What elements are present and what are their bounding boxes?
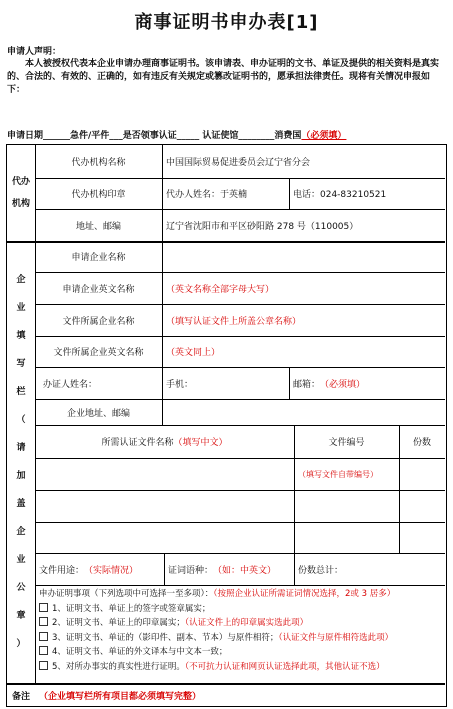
email-label: 邮箱：	[293, 379, 321, 390]
total-copies-field[interactable]: 份数总计：	[298, 565, 344, 576]
company-name-label: 申请企业名称	[71, 253, 126, 263]
page-title: 商事证明书申办表[1]	[134, 12, 319, 33]
option-4[interactable]: 4、证明文书、单证的外文译本与中文本一致；	[39, 645, 442, 660]
checkbox[interactable]	[39, 632, 48, 641]
company-en-name-field[interactable]: （英文名称全部字母大写）	[166, 284, 275, 295]
handler-name-label[interactable]: 办证人姓名：	[43, 379, 98, 390]
declaration-body: 本人被授权代表本企业申请办理商事证明书。该申请表、申办证明的文书、单证及提供的相关资料是真实的、合法的、有效的、正确的，如有违反有关规定或篡改证明书的，愿承担法律责任。现将有关情况申报如下：	[7, 59, 440, 95]
application-form	[6, 144, 447, 707]
option-1[interactable]: 1、证明文书、单证上的签字或签章属实；	[39, 602, 442, 617]
doc-row-number[interactable]: （填写文件自带编号）	[298, 469, 378, 479]
doc-company-field[interactable]: （填写认证文件上所盖公章名称）	[166, 316, 302, 327]
doc-company-label: 文件所属企业名称	[62, 316, 135, 327]
email-field[interactable]	[289, 367, 445, 399]
company-address-field[interactable]	[162, 399, 445, 425]
enterprise-section-label: 企 业 填 写 栏 （ 请 加 盖 企 业 公 章 ）	[16, 275, 26, 649]
doc-company-en-field[interactable]: （英文同上）	[166, 348, 221, 358]
doc-row-name[interactable]	[35, 490, 294, 522]
option-2[interactable]: 2、证明文书、单证上的印章属实；（认证文件上的印章属实选此项）	[39, 616, 442, 631]
company-name-field[interactable]	[162, 241, 445, 272]
doc-number-header: 文件编号	[328, 438, 365, 448]
doc-company-en-label: 文件所属企业英文名称	[53, 348, 144, 358]
remark-hint: （企业填写栏所有项目都必须填写完整）	[39, 692, 202, 702]
checkbox[interactable]	[39, 617, 48, 626]
checkbox[interactable]	[39, 603, 48, 612]
doc-row-copies[interactable]	[399, 458, 445, 490]
remark-row	[7, 685, 445, 706]
agency-phone: 电话：024-83210521	[293, 190, 387, 200]
required-hint: （必须填）	[301, 131, 347, 141]
agency-address-label: 地址、邮编	[75, 221, 121, 232]
option-3[interactable]: 3、证明文书、单证的（影印件、副本、节本）与原件相符；（认证文件与原件相符选此项）	[39, 631, 442, 646]
doc-row-number[interactable]	[294, 490, 399, 522]
doc-copies-header: 份数	[412, 438, 431, 448]
apply-info-row	[7, 128, 447, 141]
agency-address-value: 辽宁省沈阳市和平区砂阳路 278 号（110005）	[166, 221, 359, 232]
agency-name-value: 中国国际贸易促进委员会辽宁省分会	[166, 158, 311, 168]
doc-name-header: 所需认证文件名称 （填写中文）	[101, 438, 228, 448]
apply-date-line[interactable]: 申请日期______急件/平件___是否领事认证_____ 认证使馆________消费国	[7, 131, 302, 141]
email-required-hint: （必须填）	[320, 379, 366, 390]
mobile-label[interactable]: 手机：	[166, 379, 194, 390]
remark-label: 备注	[11, 692, 30, 702]
agency-section-label: 代办机构	[11, 177, 30, 209]
agency-seal-label: 代办机构印章	[71, 190, 126, 200]
doc-row-name[interactable]	[35, 458, 294, 490]
option-5[interactable]: 5、对所办事实的真实性进行证明。（不可抗力认证和网页认证选择此项，其他认证不选）	[39, 660, 442, 675]
options-heading: 申办证明事项（下列选项中可选择一至多项）：（按照企业认证所需证词情况选择，2或 3 居多）	[39, 589, 396, 599]
checkbox[interactable]	[39, 661, 48, 670]
agency-name-label: 代办机构名称	[71, 158, 126, 168]
certification-options	[39, 587, 442, 674]
doc-row-number[interactable]	[294, 522, 399, 553]
declaration-heading: 申请人声明：	[7, 47, 62, 57]
doc-row-copies[interactable]	[399, 490, 445, 522]
company-en-name-label: 申请企业英文名称	[62, 284, 135, 295]
agent-name: 代办人姓名：于英楠	[166, 190, 248, 200]
doc-row-copies[interactable]	[399, 522, 445, 553]
checkbox[interactable]	[39, 646, 48, 655]
usage-field[interactable]: 文件用途： （实际情况）	[39, 565, 139, 576]
language-field[interactable]: 证词语种： （如：中英文）	[168, 565, 277, 576]
doc-row-name[interactable]	[35, 522, 294, 553]
company-address-label: 企业地址、邮编	[66, 408, 130, 419]
